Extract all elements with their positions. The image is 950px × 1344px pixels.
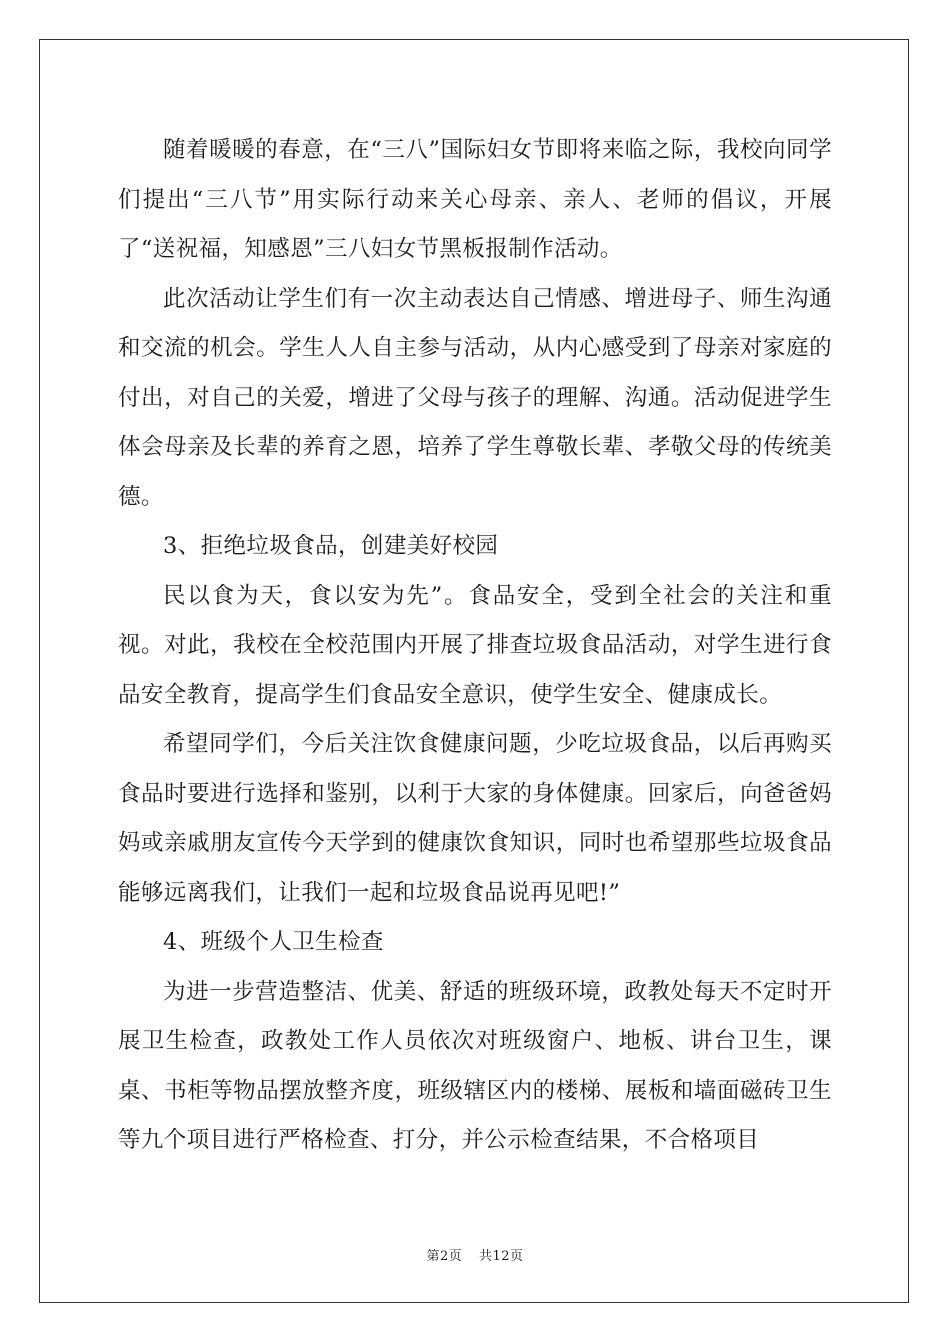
- paragraph-3: 民以食为天，食以安为先”。食品安全，受到全社会的关注和重视。对此，我校在全校范围内开展了排查垃圾食品活动，对学生进行食品安全教育，提高学生们食品安全意识，使学生安全、健康成长。: [118, 582, 832, 708]
- section-heading-3: 3、拒绝垃圾食品，创建美好校园: [163, 533, 499, 559]
- paragraph-2: 此次活动让学生们有一次主动表达自己情感、增进母子、师生沟通和交流的机会。学生人人自主参与活动，从内心感受到了母亲对家庭的付出，对自己的关爱，增进了父母与孩子的理解、沟通。活动促进学生体会母亲及长辈的养育之恩，培养了学生尊敬长辈、孝敬父母的传统美德。: [118, 285, 832, 510]
- paragraph-5: 为进一步营造整洁、优美、舒适的班级环境，政教处每天不定时开展卫生检查，政教处工作人员依次对班级窗户、地板、讲台卫生，课桌、书柜等物品摆放整齐度，班级辖区内的楼梯、展板和墙面磁砖卫生等九个项目进行严格检查、打分，并公示检查结果，不合格项目: [118, 978, 832, 1153]
- page-footer: [0, 1245, 950, 1264]
- document-body: [118, 126, 832, 1166]
- page-number: 第2页: [426, 1249, 463, 1264]
- paragraph-4: 希望同学们，今后关注饮食健康问题，少吃垃圾食品，以后再购买食品时要进行选择和鉴别，以利于大家的身体健康。回家后，向爸爸妈妈或亲戚朋友宣传今天学到的健康饮食知识，同时也希望那些垃圾食品能够远离我们，让我们一起和垃圾食品说再见吧!”: [118, 731, 832, 906]
- page-total: 共12页: [478, 1249, 524, 1264]
- paragraph-1: 随着暖暖的春意，在“三八”国际妇女节即将来临之际，我校向同学们提出“三八节”用实际行动来关心母亲、亲人、老师的倡议，开展了“送祝福，知感恩”三八妇女节黑板报制作活动。: [118, 137, 832, 262]
- section-heading-4: 4、班级个人卫生检查: [163, 929, 384, 955]
